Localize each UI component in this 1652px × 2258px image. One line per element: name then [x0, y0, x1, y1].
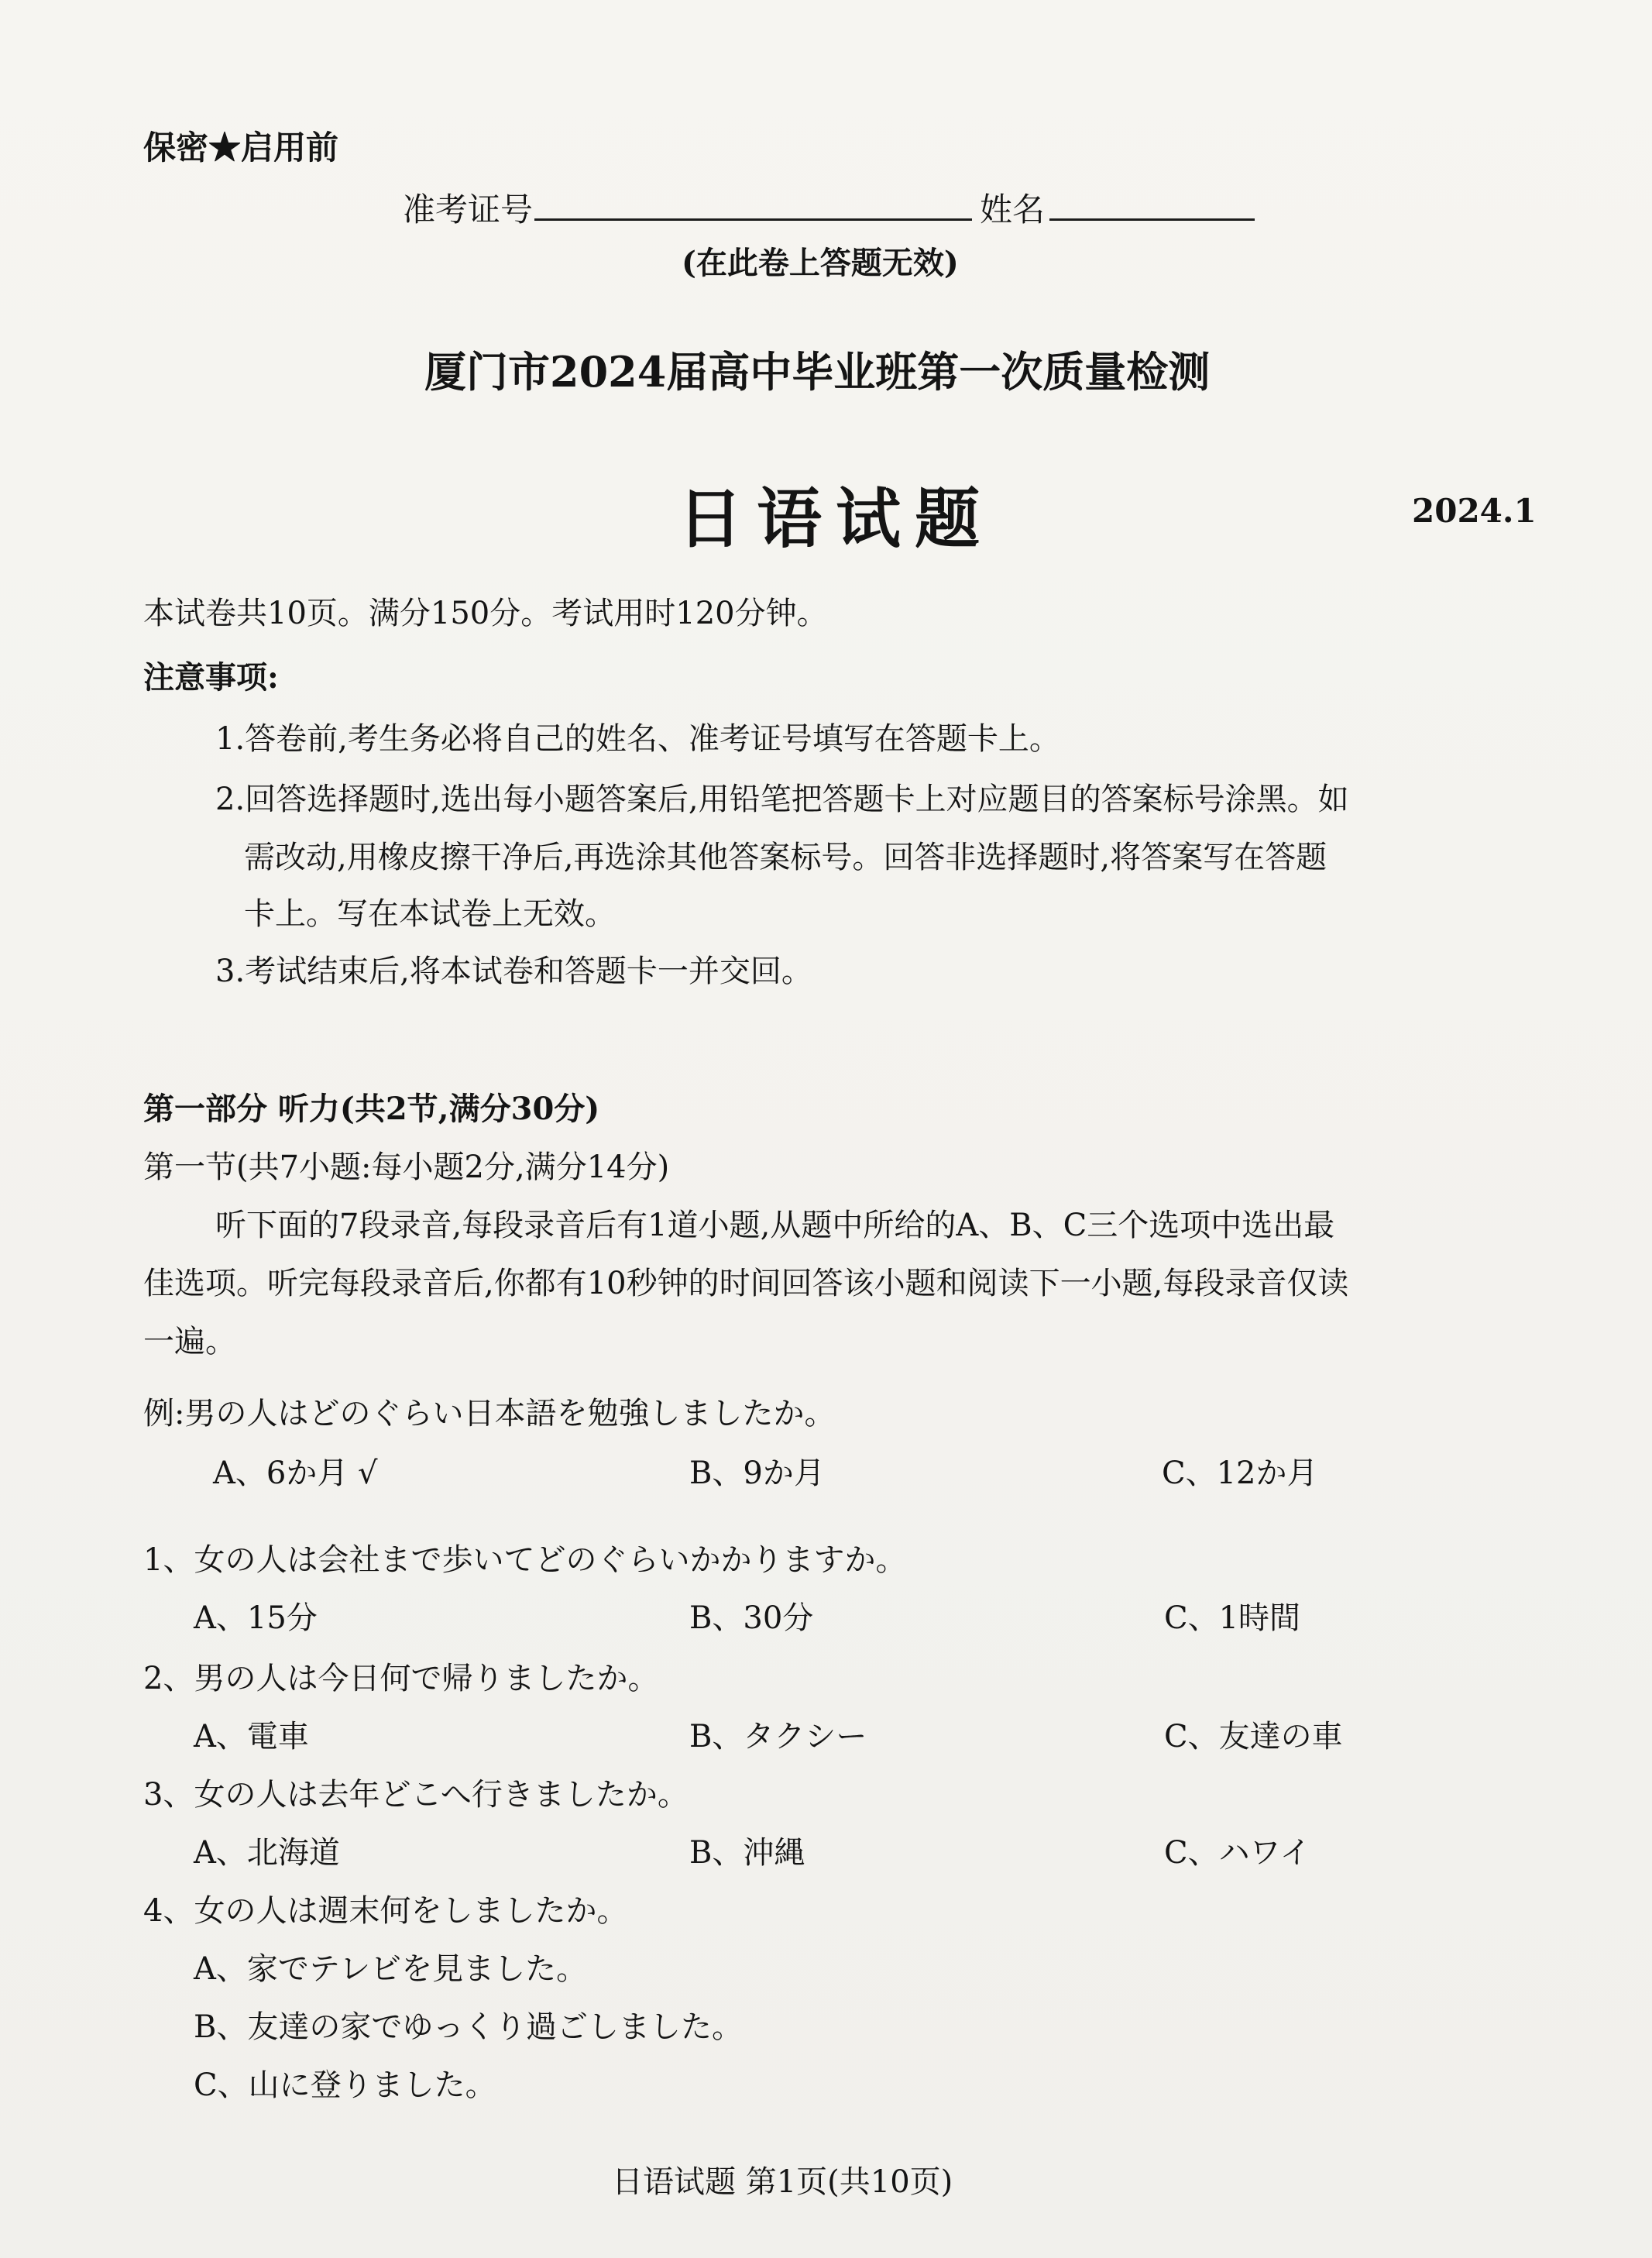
q1-option-c: C、1時間 [1164, 1600, 1301, 1636]
confidential-label: 保密★启用前 [143, 129, 339, 167]
q3-option-c: C、ハワイ [1164, 1835, 1311, 1871]
q3-option-a: A、北海道 [194, 1835, 340, 1871]
exam-id-label: 准考证号 [403, 191, 534, 229]
q2-option-c: C、友達の車 [1164, 1719, 1343, 1755]
q4-option-c: C、山に登りました。 [194, 2067, 496, 2103]
notice-heading: 注意事项: [143, 659, 279, 696]
question-1: 1、女の人は会社まで歩いてどのぐらいかかりますか。 [143, 1542, 907, 1578]
q3-option-b: B、沖縄 [689, 1835, 805, 1871]
question-3: 3、女の人は去年どこへ行きましたか。 [143, 1777, 689, 1813]
q4-option-a: A、家でテレビを見ました。 [194, 1951, 588, 1987]
instruction-line-1: 听下面的7段录音,每段录音后有1道小题,从题中所给的A、B、C三个选项中选出最 [215, 1208, 1335, 1243]
example-question: 例:男の人はどのぐらい日本語を勉強しましたか。 [143, 1396, 836, 1431]
question-2: 2、男の人は今日何で帰りましたか。 [143, 1661, 659, 1696]
example-option-b: B、9か月 [689, 1455, 825, 1491]
example-option-c: C、12か月 [1162, 1455, 1318, 1491]
instruction-line-3: 一遍。 [143, 1324, 236, 1359]
notice-item-1: 1.答卷前,考生务必将自己的姓名、准考证号填写在答题卡上。 [215, 721, 1060, 757]
notice-item-2: 2.回答选择题时,选出每小题答案后,用铅笔把答题卡上对应题目的答案标号涂黑。如 [215, 782, 1349, 817]
subject-title: 日语试题 [678, 480, 994, 557]
part1-heading: 第一部分 听力(共2节,满分30分) [143, 1091, 600, 1127]
name-label: 姓名 [980, 191, 1046, 229]
notice-item-2-cont: 需改动,用橡皮擦干净后,再选涂其他答案标号。回答非选择题时,将答案写在答题 [244, 840, 1327, 875]
instruction-line-2: 佳选项。听完每段录音后,你都有10秒钟的时间回答该小题和阅读下一小题,每段录音仅读 [143, 1266, 1349, 1301]
exam-id-blank [534, 218, 972, 221]
notice-item-3: 3.考试结束后,将本试卷和答题卡一并交回。 [215, 954, 812, 989]
section1-heading: 第一节(共7小题:每小题2分,满分14分) [143, 1150, 670, 1185]
exam-date: 2024.1 [1412, 492, 1537, 530]
invalid-note: (在此卷上答题无效) [682, 245, 959, 281]
q2-option-b: B、タクシー [689, 1719, 867, 1755]
q1-option-b: B、30分 [689, 1600, 814, 1636]
notice-item-2-end: 卡上。写在本试卷上无效。 [244, 896, 616, 932]
exam-title: 厦门市2024届高中毕业班第一次质量检测 [424, 347, 1211, 397]
name-blank [1049, 218, 1255, 221]
q2-option-a: A、電車 [194, 1719, 309, 1755]
example-option-a: A、6か月 √ [213, 1455, 378, 1491]
question-4: 4、女の人は週末何をしましたか。 [143, 1893, 628, 1929]
q4-option-b: B、友達の家でゆっくり過ごしました。 [194, 2009, 743, 2045]
exam-intro: 本试卷共10页。满分150分。考试用时120分钟。 [143, 596, 828, 631]
q1-option-a: A、15分 [194, 1600, 318, 1636]
page-footer: 日语试题 第1页(共10页) [612, 2164, 953, 2200]
